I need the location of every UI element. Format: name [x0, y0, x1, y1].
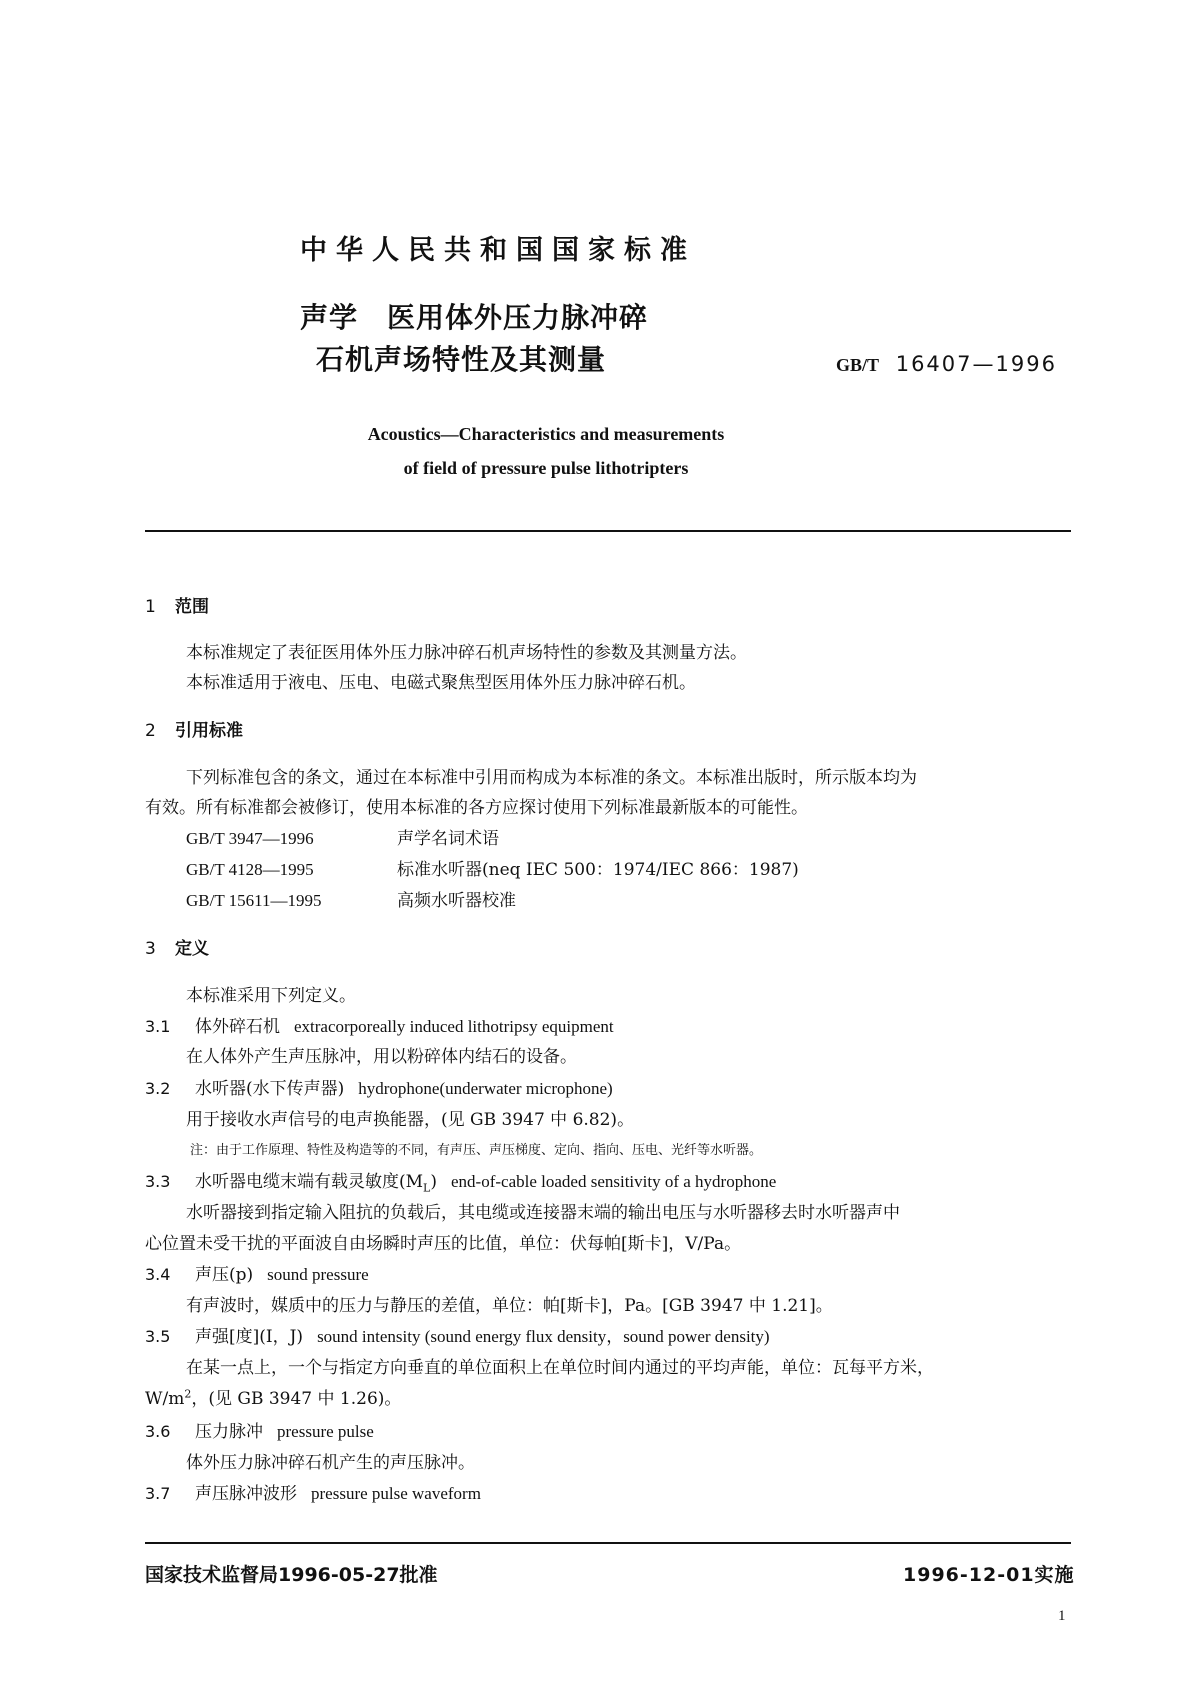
superscript: 2: [184, 1387, 192, 1401]
effective-date: 1996-12-01实施: [903, 1564, 1075, 1586]
english-title-line2: of field of pressure pulse lithotripters: [403, 458, 689, 478]
unit-text: W/m: [145, 1389, 185, 1409]
definition-3-5-heading: [145, 1322, 770, 1347]
definition-number: 3.1: [145, 1017, 171, 1036]
definition-number: 3.3: [145, 1172, 171, 1191]
reference-name: 标准水听器(neq IEC 500：1974/IEC 866：1987): [397, 860, 799, 880]
reference-code: GB/T 4128—1995: [186, 860, 314, 879]
definition-number: 3.6: [145, 1422, 171, 1441]
section-1-heading: [145, 592, 209, 617]
reference-item: [186, 855, 799, 880]
reference-item: [186, 886, 516, 911]
definition-3-3-text-line2: 心位置未受干扰的平面波自由场瞬时声压的比值，单位：伏每帕[斯卡]，V/Pa。: [145, 1234, 742, 1254]
definition-term-en: hydrophone(underwater microphone): [358, 1079, 613, 1098]
definition-3-6-heading: [145, 1417, 374, 1442]
definition-3-4-heading: [145, 1260, 369, 1285]
definition-3-2-heading: [145, 1074, 613, 1099]
definition-3-6-text: 体外压力脉冲碎石机产生的声压脉冲。: [186, 1453, 475, 1473]
definition-3-1-text: 在人体外产生声压脉冲，用以粉碎体内结石的设备。: [186, 1047, 577, 1067]
reference-code: GB/T 3947—1996: [186, 829, 314, 848]
section-title: 范围: [175, 597, 209, 617]
header-divider: [145, 530, 1071, 532]
definition-3-1-heading: [145, 1012, 614, 1037]
footer-divider: [145, 1542, 1071, 1544]
section-3-intro: 本标准采用下列定义。: [186, 986, 356, 1006]
definition-term-cn: 声压脉冲波形: [195, 1484, 297, 1504]
page-number: 1: [1058, 1608, 1066, 1624]
definition-term-cn: 体外碎石机: [195, 1017, 280, 1037]
section-title: 定义: [175, 939, 209, 959]
approval-info: 国家技术监督局1996-05-27批准: [145, 1564, 438, 1586]
definition-number: 3.4: [145, 1265, 171, 1284]
definition-number: 3.7: [145, 1484, 171, 1503]
definition-3-4-text: 有声波时，媒质中的压力与静压的差值，单位：帕[斯卡]，Pa。[GB 3947 中 1.21]。: [186, 1296, 833, 1316]
definition-3-5-text-line1: 在某一点上，一个与指定方向垂直的单位面积上在单位时间内通过的平均声能，单位：瓦每平方米，: [186, 1358, 934, 1378]
section-number: 2: [145, 721, 156, 741]
reference-item: [186, 824, 499, 849]
definition-term-cn: 声强[度](I，J): [195, 1327, 304, 1347]
section-number: 3: [145, 939, 156, 959]
definition-3-3-heading: [145, 1167, 776, 1194]
definition-term-en: extracorporeally induced lithotripsy equipment: [294, 1017, 614, 1036]
english-title-line1: Acoustics—Characteristics and measurements: [367, 424, 725, 444]
section-2-paragraph-line1: 下列标准包含的条文，通过在本标准中引用而构成为本标准的条文。本标准出版时，所示版本均为: [186, 768, 917, 788]
reference-code: GB/T 15611—1995: [186, 891, 322, 910]
definition-term-cn: 声压(p): [195, 1265, 254, 1285]
definition-term-en: sound pressure: [267, 1265, 369, 1284]
section-number: 1: [145, 597, 156, 617]
definition-term-cn: 水听器(水下传声器): [195, 1079, 345, 1099]
definition-term-en: sound intensity (sound energy flux density，sound power density): [317, 1327, 770, 1346]
definition-term-en: end-of-cable loaded sensitivity of a hydrophone: [451, 1172, 777, 1191]
standard-number: [836, 352, 1057, 376]
definition-3-7-heading: [145, 1479, 481, 1504]
standard-prefix: GB/T: [836, 355, 880, 375]
doc-title-line2: 石机声场特性及其测量: [316, 343, 607, 376]
section-2-heading: [145, 716, 243, 741]
definition-number: 3.2: [145, 1079, 171, 1098]
definition-term-cn: 水听器电缆末端有载灵敏度(M: [195, 1172, 424, 1192]
definition-term-en: pressure pulse: [277, 1422, 374, 1441]
definition-3-3-text-line1: 水听器接到指定输入阻抗的负载后，其电缆或连接器末端的输出电压与水听器移去时水听器声中: [186, 1203, 900, 1223]
section-title: 引用标准: [175, 721, 243, 741]
section-1-paragraph-1: 本标准规定了表征医用体外压力脉冲碎石机声场特性的参数及其测量方法。: [186, 643, 747, 663]
reference-text: ，(见 GB 3947 中 1.26)。: [191, 1389, 402, 1409]
definition-term-en: pressure pulse waveform: [311, 1484, 481, 1503]
definition-3-2-note: 注：由于工作原理、特性及构造等的不同，有声压、声压梯度、定向、指向、压电、光纤等水听器。: [190, 1143, 763, 1158]
definition-3-2-text: 用于接收水声信号的电声换能器，(见 GB 3947 中 6.82)。: [186, 1110, 635, 1130]
reference-name: 声学名词术语: [397, 829, 499, 849]
definition-3-5-text-line2: [145, 1384, 401, 1409]
definition-number: 3.5: [145, 1327, 171, 1346]
reference-name: 高频水听器校准: [397, 891, 516, 911]
section-3-heading: [145, 934, 209, 959]
doc-title-line1: 声学 医用体外压力脉冲碎: [300, 301, 649, 334]
standard-code: 16407—1996: [895, 352, 1057, 376]
definition-term-cn-end: ): [430, 1172, 437, 1192]
subscript: L: [423, 1181, 431, 1195]
definition-term-cn: 压力脉冲: [195, 1422, 263, 1442]
section-1-paragraph-2: 本标准适用于液电、压电、电磁式聚焦型医用体外压力脉冲碎石机。: [186, 673, 696, 693]
national-standard-heading: 中华人民共和国国家标准: [300, 235, 696, 266]
section-2-paragraph-line2: 有效。所有标准都会被修订，使用本标准的各方应探讨使用下列标准最新版本的可能性。: [145, 798, 808, 818]
